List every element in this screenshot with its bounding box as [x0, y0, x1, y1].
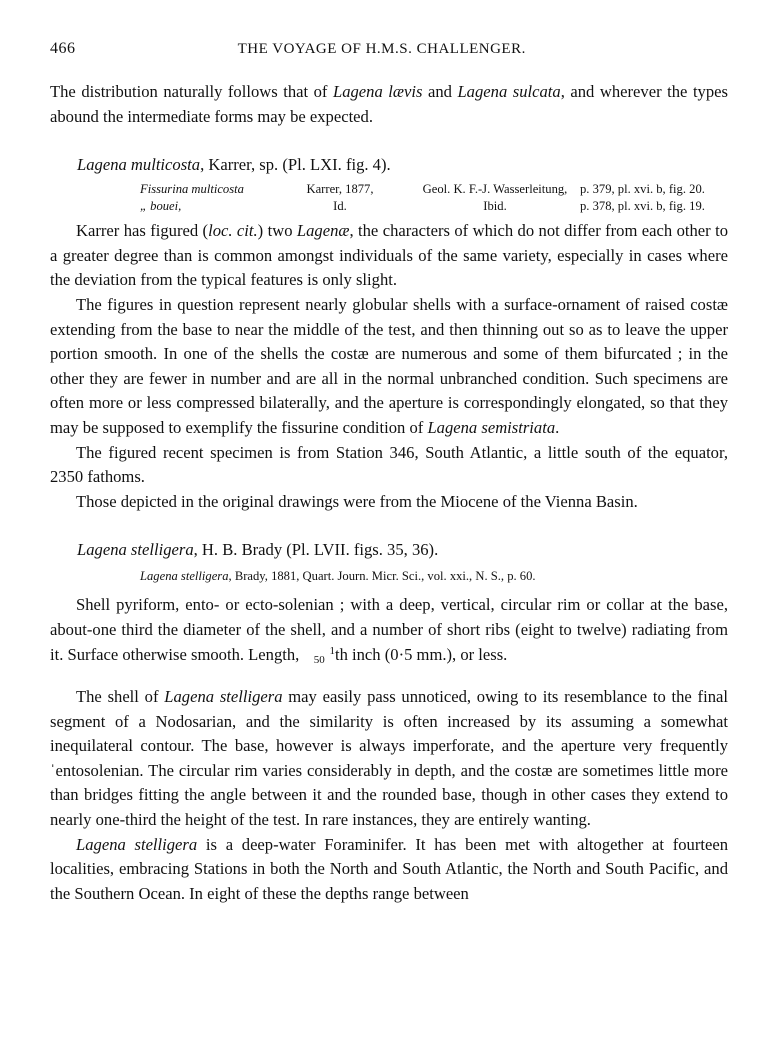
running-head — [50, 40, 728, 58]
multicosta-paragraph-1: Karrer has figured (loc. cit.) two Lagenæ, the characters of which do not differ from each other to a greater degree than is common amongst individuals of the same variety, especially in cases where the deviation from the typical features is only slight. — [50, 221, 728, 290]
synonymy-row: „ bouei, Id. Ibid. p. 378, pl. xvi. b, fig. 19. — [140, 199, 705, 214]
page-number: 466 — [50, 40, 76, 57]
synonymy-stelligera: Lagena stelligera, Brady, 1881, Quart. Journ. Micr. Sci., vol. xxi., N. S., p. 60. — [140, 569, 536, 584]
multicosta-paragraph-2: The figures in question represent nearly globular shells with a surface-ornament of raised costæ extending from the base to near the middle of the test, and then thinning out so as to leave the upper portion smooth. In one of the shells the costæ are numerous and some of them bifurcated ; in the other they are fewer in number and are all in the normal unbranched condition. Such specimens are often more or less compressed bilaterally, and the aperture is correspondingly elongated, so that they may be supposed to exemplify the fissurine condition of Lagena semistriata. — [50, 294, 728, 437]
synonymy-row: Fissurina multicosta Karrer, 1877, Geol. K. F.-J. Wasserleitung, p. 379, pl. xvi. b, fig. 20. — [140, 182, 705, 197]
synonymy-multicosta — [140, 181, 728, 215]
multicosta-paragraph-4: Those depicted in the original drawings were from the Miocene of the Vienna Basin. — [76, 491, 638, 511]
fraction: 1 50 — [313, 644, 335, 666]
stelligera-paragraph-2: Lagena stelligera is a deep-water Foraminifer. It has been met with altogether at fourteen localities, embracing Stations in both the North and South Atlantic, the North and South Pacific, and the Southern Ocean. In eight of these the depths range between — [50, 834, 728, 903]
running-title: THE VOYAGE OF H.M.S. CHALLENGER. — [237, 41, 526, 57]
stelligera-diagnosis: Shell pyriform, ento- or ecto-solenian ; with a deep, vertical, circular rim or collar at the base, about-one third the diameter of the shell, and a number of short ribs (eight to twelve) radiating from it. Surface otherwise smooth. Length, 1 50 th inch (0·5 mm.), or less. — [50, 595, 728, 666]
species-heading-multicosta: Lagena multicosta, Karrer, sp. (Pl. LXI. fig. 4). — [77, 155, 391, 175]
multicosta-paragraph-3: The figured recent specimen is from Station 346, South Atlantic, a little south of the equator, 2350 fathoms. — [50, 442, 728, 487]
stelligera-paragraph-1: The shell of Lagena stelligera may easily pass unnoticed, owing to its resemblance to the final segment of a Nodosarian, and the similarity is often increased by its assuming a somewhat inequilateral contour. The base, however is always imperforate, and the aperture very frequently ˈentosolenian. The circular rim varies considerably in depth, and the costæ are sometimes little more than bridges fitting the angle between it and the rounded base, though in other cases they extend to nearly one-third the height of the test. In rare instances, they are entirely wanting. — [50, 687, 728, 830]
species-heading-stelligera: Lagena stelligera, H. B. Brady (Pl. LVII. figs. 35, 36). — [77, 540, 439, 560]
intro-paragraph: The distribution naturally follows that of Lagena lævis and Lagena sulcata, and wherever the types abound the intermediate forms may be expected. — [50, 82, 728, 126]
page — [50, 40, 728, 906]
